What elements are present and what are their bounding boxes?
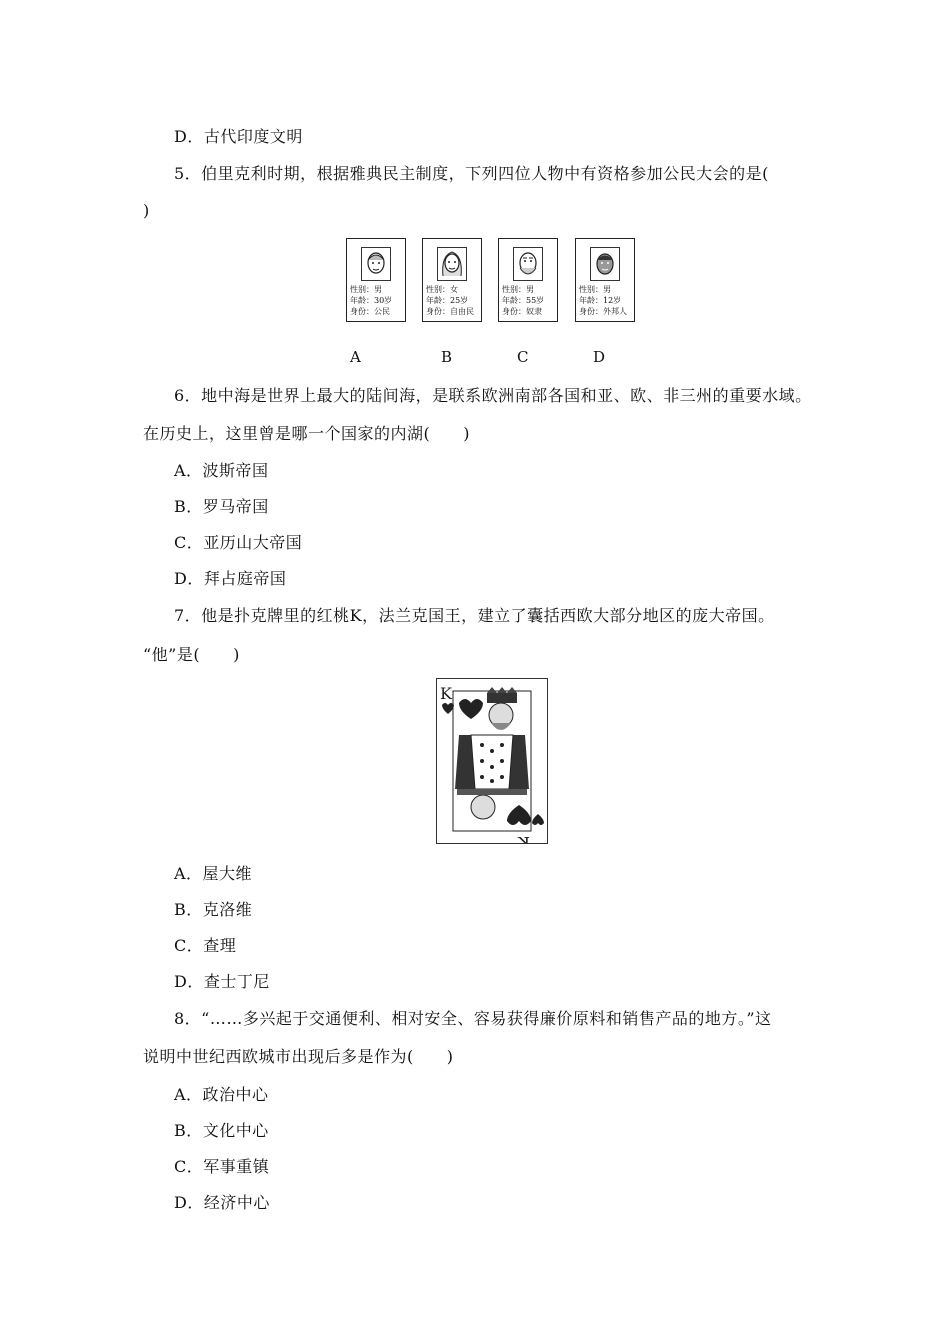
q6-option-c: C．亚历山大帝国	[174, 533, 303, 552]
portrait-woman-icon	[437, 247, 467, 281]
q8-option-d: D．经济中心	[174, 1193, 270, 1212]
person-card-a	[346, 238, 406, 322]
q7-option-c: C．查理	[174, 936, 237, 955]
card-c-identity: 身份：奴隶	[502, 307, 542, 316]
q6-stem: 6．地中海是世界上最大的陆间海，是联系欧洲南部各国和亚、欧、非三州的重要水域。	[174, 386, 812, 405]
q6-stem-cont: 在历史上，这里曾是哪一个国家的内湖( )	[143, 424, 470, 443]
card-letter-c: C	[517, 348, 529, 366]
q5-stem-cont: )	[143, 201, 150, 220]
person-card-b	[422, 238, 482, 322]
portrait-boy-icon	[590, 247, 620, 281]
card-d-gender: 性别：男	[579, 285, 611, 294]
card-d-age: 年龄：12岁	[579, 296, 622, 305]
card-d-identity: 身份：外邦人	[579, 307, 627, 316]
card-b-identity: 身份：自由民	[426, 307, 474, 316]
q6-option-d: D．拜占庭帝国	[174, 569, 287, 588]
q6-option-a: A．波斯帝国	[174, 461, 269, 480]
person-card-d	[575, 238, 635, 322]
q8-option-a: A．政治中心	[174, 1085, 269, 1104]
q8-option-c: C．军事重镇	[174, 1157, 270, 1176]
card-a-age: 年龄：30岁	[350, 296, 393, 305]
card-b-gender: 性别：女	[426, 285, 458, 294]
q6-option-b: B．罗马帝国	[174, 497, 269, 516]
card-a-identity: 身份：公民	[350, 307, 390, 316]
q7-option-d: D．查士丁尼	[174, 972, 270, 991]
card-c-age: 年龄：55岁	[502, 296, 545, 305]
card-a-gender: 性别：男	[350, 285, 382, 294]
portrait-old-man-icon	[513, 247, 543, 281]
card-c-gender: 性别：男	[502, 285, 534, 294]
card-letter-a: A	[350, 348, 361, 366]
q7-option-a: A．屋大维	[174, 864, 253, 883]
q8-stem: 8．“……多兴起于交通便利、相对安全、容易获得廉价原料和销售产品的地方。”这	[174, 1009, 772, 1028]
q7-option-b: B．克洛维	[174, 900, 253, 919]
q7-stem: 7．他是扑克牌里的红桃K，法兰克国王，建立了囊括西欧大部分地区的庞大帝国。	[174, 606, 775, 625]
card-letter-b: B	[441, 348, 453, 366]
card-b-age: 年龄：25岁	[426, 296, 469, 305]
q7-stem-cont: “他”是( )	[143, 645, 240, 664]
q5-stem: 5．伯里克利时期，根据雅典民主制度，下列四位人物中有资格参加公民大会的是(	[174, 164, 769, 183]
rank-bottom: K	[518, 833, 530, 843]
portrait-man-icon	[361, 247, 391, 281]
q4-option-d: D．古代印度文明	[174, 127, 303, 146]
card-letter-d: D	[593, 348, 606, 366]
king-of-hearts-card	[436, 678, 548, 844]
q8-stem-cont: 说明中世纪西欧城市出现后多是作为( )	[143, 1047, 454, 1066]
rank-top: K	[440, 684, 452, 703]
q8-option-b: B．文化中心	[174, 1121, 269, 1140]
person-card-c	[498, 238, 558, 322]
